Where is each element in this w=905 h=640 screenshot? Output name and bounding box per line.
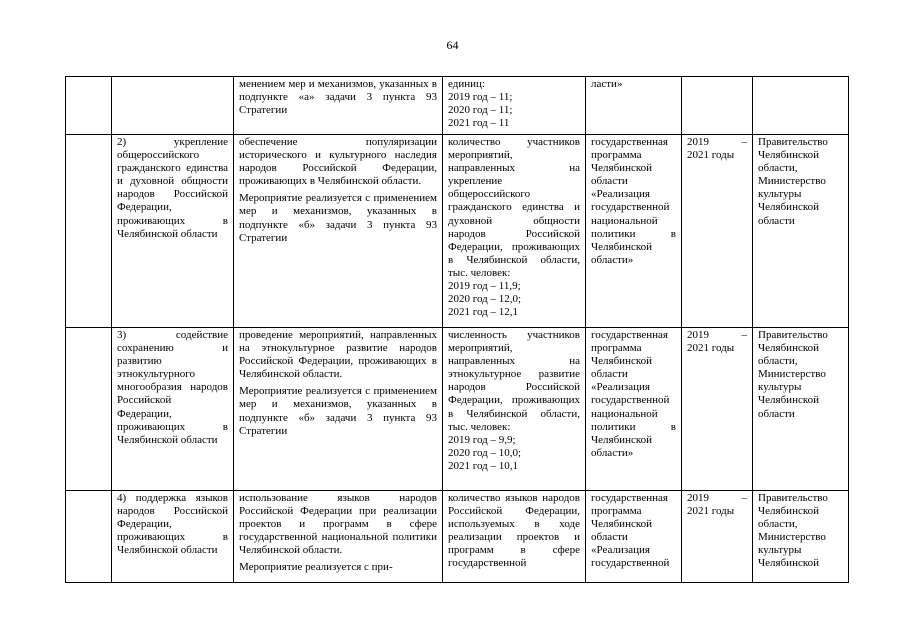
row-number-cell [66, 491, 112, 583]
program-cell: государственная программа Челябинской области «Реализация государственной национальной политики в Челябинской области» [586, 328, 682, 491]
period-cell: 2019 – 2021 годы [682, 328, 753, 491]
indicator-text: количество языков народов Российской Федерации, используемых в ходе реализации проектов и программ в сфере государственной [448, 492, 580, 570]
task-cell: 2) укрепление общероссийского гражданского единства и духовной общности народов Российской Федерации, проживающих в Челябинской области [112, 135, 234, 328]
period-end: 2021 годы [687, 505, 735, 518]
measure-text: проведение мероприятий, направленных на этнокультурное развитие народов Российской Федерации, проживающих в Челябинской области. [239, 329, 437, 381]
program-cell: государственная программа Челябинской области «Реализация государственной [586, 491, 682, 583]
period-cell: 2019 – 2021 годы [682, 491, 753, 583]
period-end: 2021 годы [687, 149, 735, 162]
indicator-cell [443, 77, 586, 135]
measure-cell [234, 77, 443, 135]
indicator-value: 2019 год – 11; [448, 91, 513, 104]
executor-cell [753, 77, 849, 135]
indicator-cell [443, 135, 586, 328]
indicator-value: 2019 год – 11,9; [448, 280, 521, 293]
indicator-value: 2020 год – 11; [448, 104, 513, 117]
table-row [66, 328, 849, 491]
period-start: 2019 [687, 136, 709, 148]
task-cell: 4) поддержка языков народов Российской Федерации, проживающих в Челябинской области [112, 491, 234, 583]
program-cell: ласти» [586, 77, 682, 135]
indicator-cell [443, 491, 586, 583]
indicator-value: 2019 год – 9,9; [448, 433, 516, 446]
period-cell: 2019 – 2021 годы [682, 135, 753, 328]
measure-text: использование языков народов Российской Федерации при реализации проектов и программ в сфере государственной национальной политики Челябинской области. [239, 492, 437, 557]
measure-note: Мероприятие реализуется с при- [239, 561, 393, 574]
measure-note: Мероприятие реализуется с применением мер и механизмов, указанных в подпункте «б» задачи 3 пункта 93 Стратегии [239, 385, 437, 437]
measure-text: менением мер и механизмов, указанных в подпункте «а» задачи 3 пункта 93 Стратегии [239, 78, 437, 117]
strategy-measures-table [65, 76, 849, 583]
measure-cell [234, 135, 443, 328]
task-cell [112, 77, 234, 135]
row-number-cell [66, 77, 112, 135]
indicator-text: количество участников мероприятий, направленных на укрепление общероссийского гражданского единства и духовной общности народов Российской Федерации, проживающих в Челябинской области, тыс. человек: [448, 136, 580, 279]
table-row [66, 135, 849, 328]
period-cell [682, 77, 753, 135]
indicator-value: 2021 год – 12,1 [448, 306, 519, 319]
executor-cell: Правительство Челябинской области, Министерство культуры Челябинской [753, 491, 849, 583]
measure-cell [234, 328, 443, 491]
row-number-cell [66, 328, 112, 491]
executor-cell: Правительство Челябинской области, Министерство культуры Челябинской области [753, 135, 849, 328]
period-start: 2019 [687, 329, 709, 341]
indicator-value: 2021 год – 10,1 [448, 459, 519, 472]
program-cell: государственная программа Челябинской области «Реализация государственной национальной политики в Челябинской области» [586, 135, 682, 328]
task-cell: 3) содействие сохранению и развитию этнокультурного многообразия народов Российской Федерации, проживающих в Челябинской области [112, 328, 234, 491]
table-row [66, 77, 849, 135]
measure-note: Мероприятие реализуется с применением мер и механизмов, указанных в подпункте «б» задачи 3 пункта 93 Стратегии [239, 192, 437, 244]
indicator-value: 2020 год – 12,0; [448, 293, 522, 306]
page-number: 64 [446, 38, 459, 52]
indicator-value: 2021 год – 11 [448, 117, 510, 130]
executor-cell: Правительство Челябинской области, Министерство культуры Челябинской области [753, 328, 849, 491]
period-start: 2019 [687, 492, 709, 504]
measure-cell [234, 491, 443, 583]
indicator-text: численность участников мероприятий, направленных на этнокультурное развитие народов Российской Федерации, проживающих в Челябинской области, тыс. человек: [448, 329, 580, 433]
indicator-value: 2020 год – 10,0; [448, 446, 522, 459]
table-row [66, 491, 849, 583]
indicator-cell [443, 328, 586, 491]
indicator-text: единиц: [448, 78, 485, 90]
period-end: 2021 годы [687, 342, 735, 355]
measure-text: обеспечение популяризации исторического и культурного наследия народов Российской Федерации, проживающих в Челябинской области. [239, 136, 437, 188]
row-number-cell [66, 135, 112, 328]
